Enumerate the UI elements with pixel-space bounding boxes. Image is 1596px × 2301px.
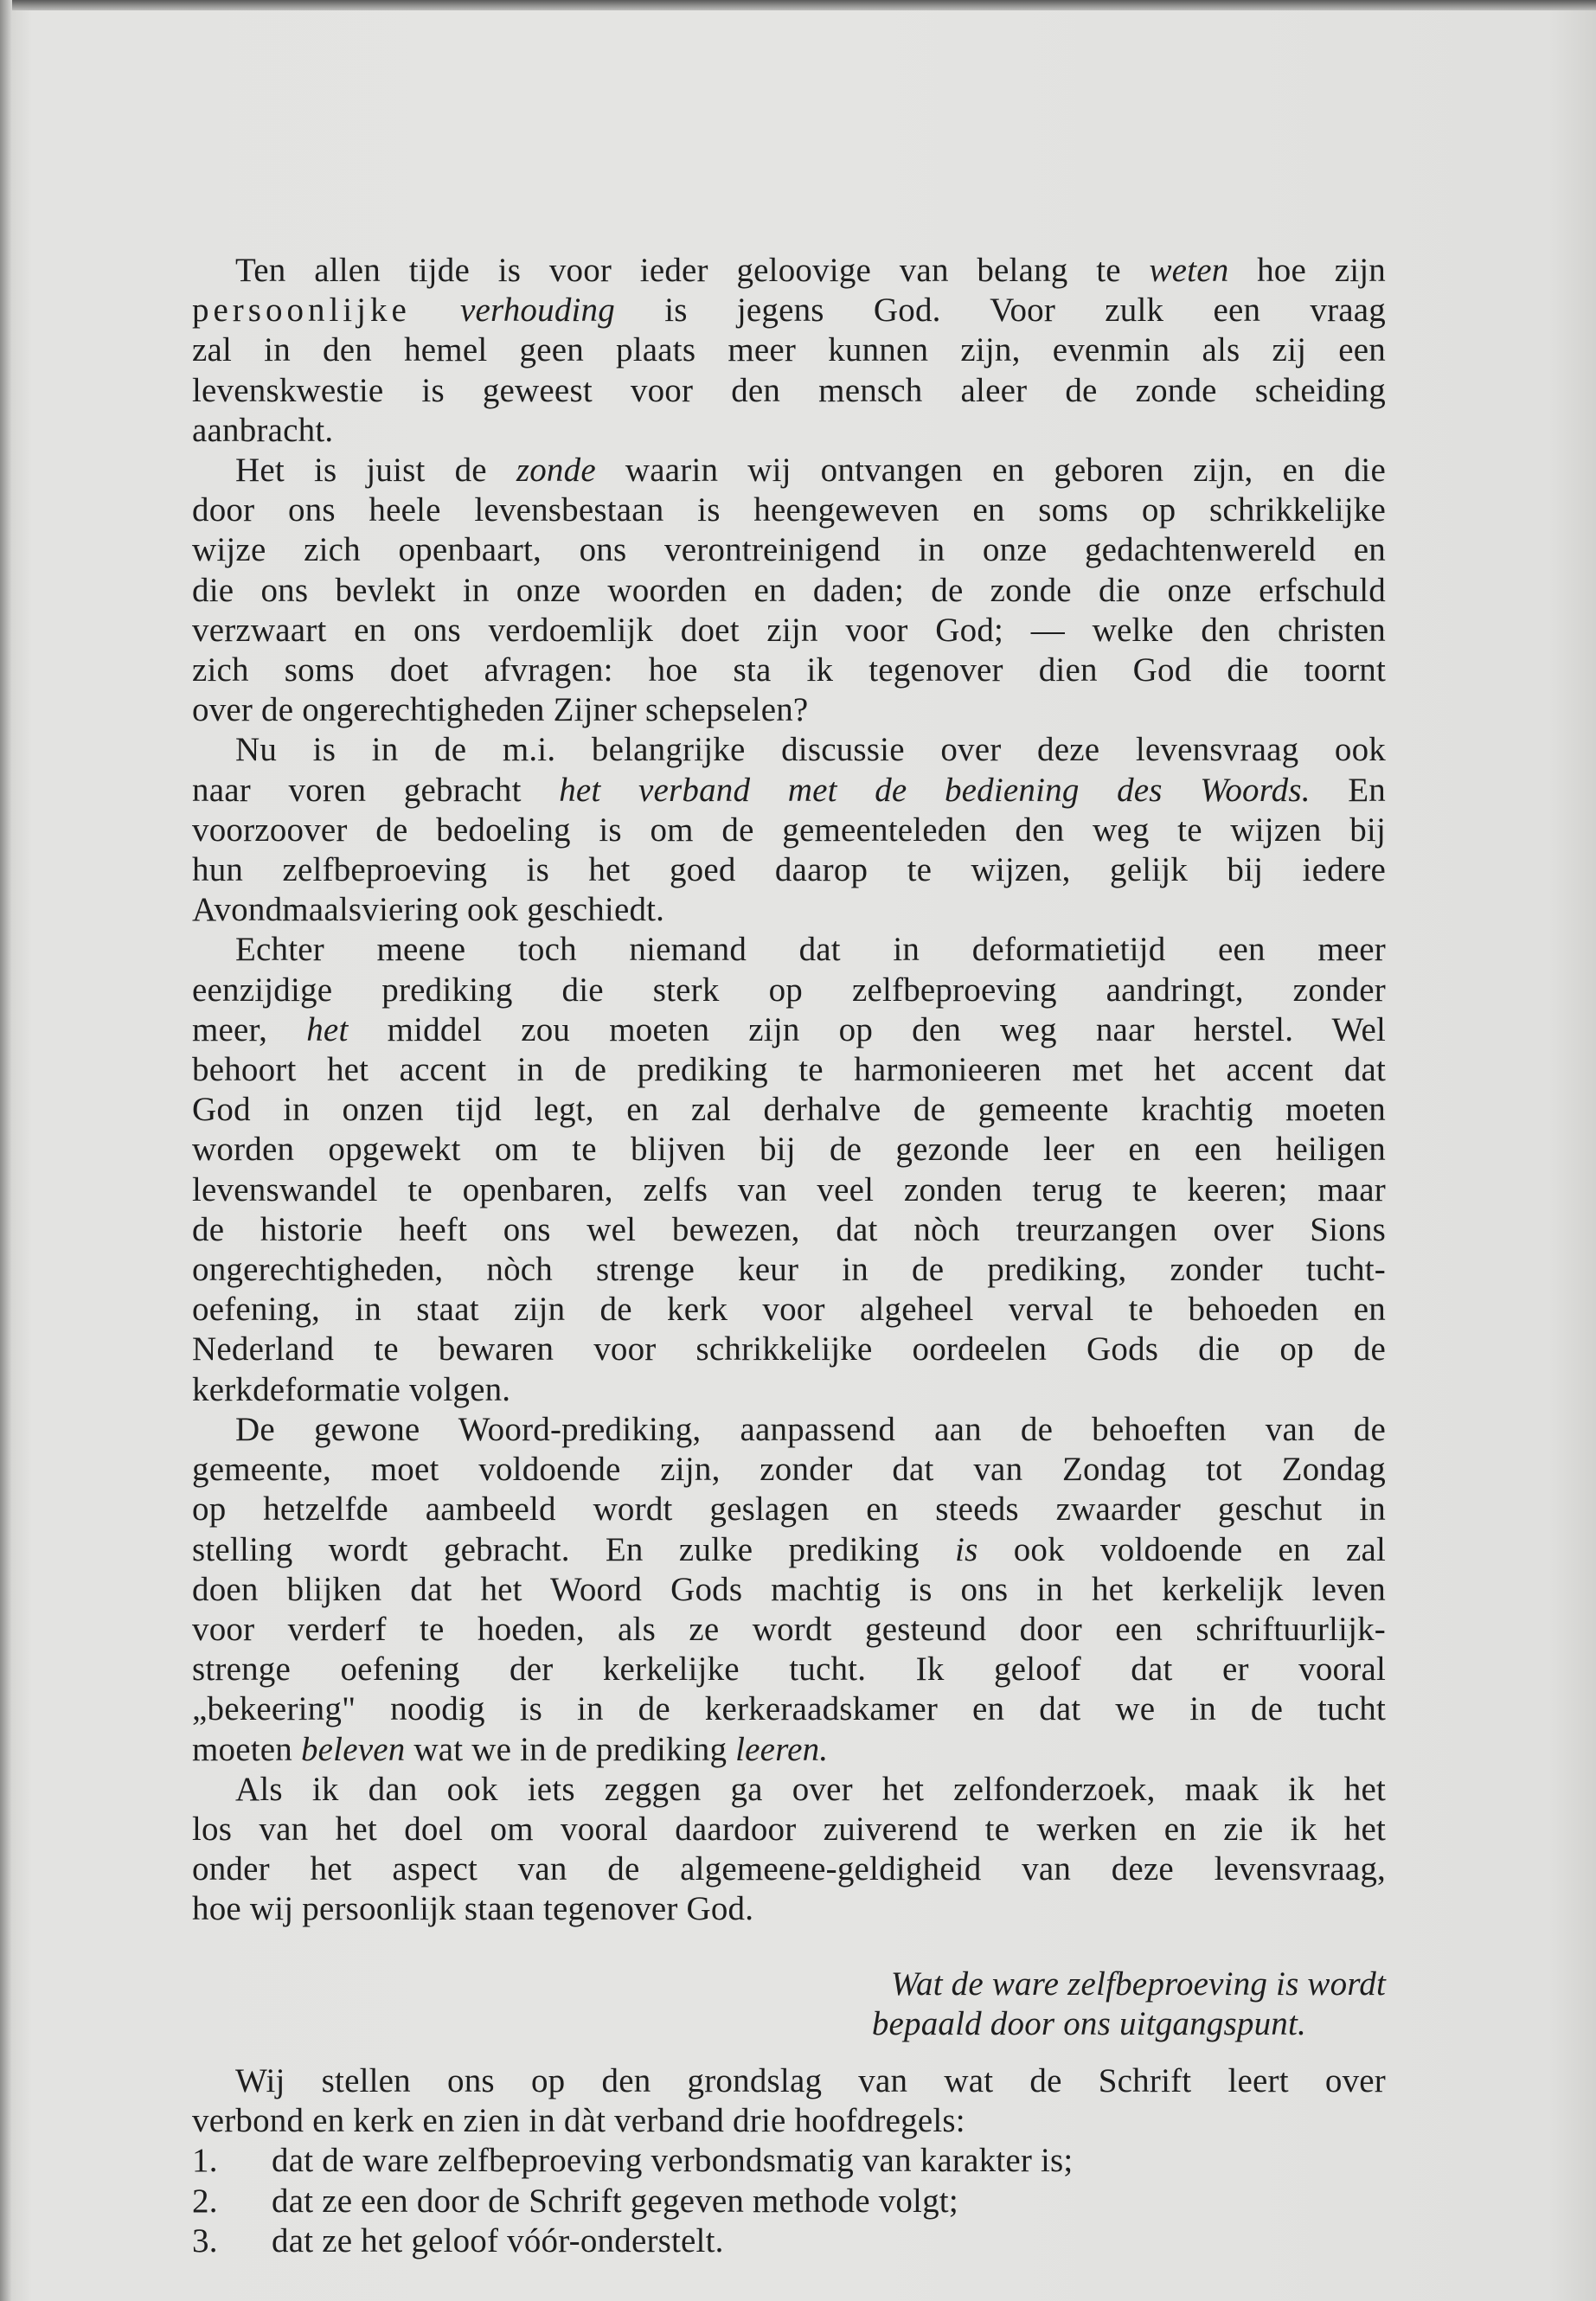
text-line: levenswandel te openbaren, zelfs van veel zonden terug te keeren; maar bbox=[192, 1170, 1386, 1208]
paragraph-3 bbox=[192, 730, 1386, 930]
text-line: stelling wordt gebracht. En zulke prediking is ook voldoende en zal bbox=[192, 1530, 1387, 1568]
text-line: verzwaart en ons verdoemlijk doet zijn voor God; — welke den christen bbox=[192, 611, 1386, 649]
text-line: Wij stellen ons op den grondslag van wat de Schrift leert over bbox=[235, 2061, 1386, 2099]
text-line: kerkdeformatie volgen. bbox=[192, 1370, 511, 1408]
text-line: hoe wij persoonlijk staan tegenover God. bbox=[192, 1890, 754, 1928]
text-line: moeten beleven wat we in de prediking leeren. bbox=[192, 1730, 829, 1768]
text-line: strenge oefening der kerkelijke tucht. Ik geloof dat er vooral bbox=[192, 1650, 1386, 1689]
text-line: die ons bevlekt in onze woorden en daden; de zonde die onze erfschuld bbox=[192, 571, 1386, 609]
text-line: de historie heeft ons wel bewezen, dat nòch treurzangen over Sions bbox=[192, 1210, 1386, 1248]
scan-top-edge bbox=[0, 0, 1596, 10]
text-line: Als ik dan ook iets zeggen ga over het zelfonderzoek, maak ik het bbox=[235, 1770, 1386, 1808]
text-line: persoonlijke verhouding is jegens God. Voor zulk een vraag bbox=[192, 292, 1386, 330]
text-line: worden opgewekt om te blijven bij de gezonde leer en een heiligen bbox=[192, 1131, 1386, 1169]
text-line: naar voren gebracht het verband met de bediening des Woords. En bbox=[192, 771, 1386, 809]
text-line: eenzijdige prediking die sterk op zelfbeproeving aandringt, zonder bbox=[192, 971, 1386, 1009]
text-line: behoort het accent in de prediking te harmonieeren met het accent dat bbox=[192, 1051, 1386, 1089]
text-line: doen blijken dat het Woord Gods machtig is ons in het kerkelijk leven bbox=[192, 1570, 1386, 1608]
text-line: zich soms doet afvragen: hoe sta ik tegenover dien God die toornt bbox=[192, 651, 1386, 689]
paragraph-7 bbox=[192, 2061, 1386, 2141]
text-line: op hetzelfde aambeeld wordt geslagen en steeds zwaarder geschut in bbox=[192, 1490, 1386, 1529]
list-item: 2. dat ze een door de Schrift gegeven methode volgt; bbox=[192, 2182, 958, 2220]
text-line: Nu is in de m.i. belangrijke discussie over deze levensvraag ook bbox=[235, 731, 1386, 769]
numbered-list bbox=[192, 2141, 1386, 2261]
text-line: over de ongerechtigheden Zijner schepselen? bbox=[192, 691, 809, 729]
text-line: door ons heele levensbestaan is heengeweven en soms op schrikkelijke bbox=[192, 491, 1386, 529]
list-item: 1. dat de ware zelfbeproeving verbondsmatig van karakter is; bbox=[192, 2142, 1074, 2180]
text-line: God in onzen tijd legt, en zal derhalve de gemeente krachtig moeten bbox=[192, 1091, 1386, 1129]
text-line: wijze zich openbaart, ons verontreinigend in onze gedachtenwereld en bbox=[192, 531, 1386, 569]
text-line: De gewone Woord-prediking, aanpassend aan de behoeften van de bbox=[235, 1410, 1386, 1448]
text-line: gemeente, moet voldoende zijn, zonder dat van Zondag tot Zondag bbox=[192, 1451, 1386, 1489]
text-line: onder het aspect van de algemeene-geldigheid van deze levensvraag, bbox=[192, 1850, 1386, 1888]
text-line: „bekeering" noodig is in de kerkeraadskamer en dat we in de tucht bbox=[192, 1690, 1386, 1728]
paragraph-5 bbox=[192, 1410, 1386, 1770]
text-line: voor verderf te hoeden, als ze wordt gesteund door een schriftuurlijk- bbox=[192, 1610, 1386, 1648]
text-line: levenskwestie is geweest voor den mensch aleer de zonde scheiding bbox=[192, 371, 1386, 409]
text-line: ongerechtigheden, nòch strenge keur in de prediking, zonder tucht- bbox=[192, 1251, 1386, 1289]
text-line: meer, het middel zou moeten zijn op den weg naar herstel. Wel bbox=[192, 1010, 1386, 1048]
paragraph-2 bbox=[192, 451, 1386, 730]
text-line: Nederland te bewaren voor schrikkelijke oordeelen Gods die op de bbox=[192, 1330, 1386, 1368]
list-item: 3. dat ze het geloof vóór-onderstelt. bbox=[192, 2221, 724, 2259]
text-line: Avondmaalsviering ook geschiedt. bbox=[192, 891, 665, 929]
paragraph-4 bbox=[192, 930, 1386, 1409]
text-line: zal in den hemel geen plaats meer kunnen zijn, evenmin als zij een bbox=[192, 331, 1386, 369]
paragraph-6 bbox=[192, 1770, 1386, 1930]
text-line: aanbracht. bbox=[192, 411, 334, 449]
text-line: voorzoover de bedoeling is om de gemeenteleden den weg te wijzen bij bbox=[192, 811, 1386, 849]
body-text bbox=[192, 251, 1386, 2261]
text-line: oefening, in staat zijn de kerk voor algeheel verval te behoeden en bbox=[192, 1291, 1386, 1329]
text-line: Ten allen tijde is voor ieder geloovige van belang te weten hoe zijn bbox=[235, 252, 1386, 289]
text-line: hun zelfbeproeving is het goed daarop te wijzen, gelijk bij iedere bbox=[192, 851, 1386, 889]
paragraph-1 bbox=[192, 251, 1386, 451]
section-subheading: Wat de ware zelfbeproeving is wordt bepaald door ons uitgangspunt. bbox=[871, 1965, 1386, 2042]
text-line: Echter meene toch niemand dat in deformatietijd een meer bbox=[235, 931, 1386, 969]
text-line: Het is juist de zonde waarin wij ontvangen en geboren zijn, en die bbox=[235, 452, 1386, 490]
scan-left-edge bbox=[0, 0, 12, 2301]
text-line: verbond en kerk en zien in dàt verband drie hoofdregels: bbox=[192, 2102, 965, 2140]
text-line: los van het doel om vooral daardoor zuiverend te werken en zie ik het bbox=[192, 1810, 1386, 1848]
